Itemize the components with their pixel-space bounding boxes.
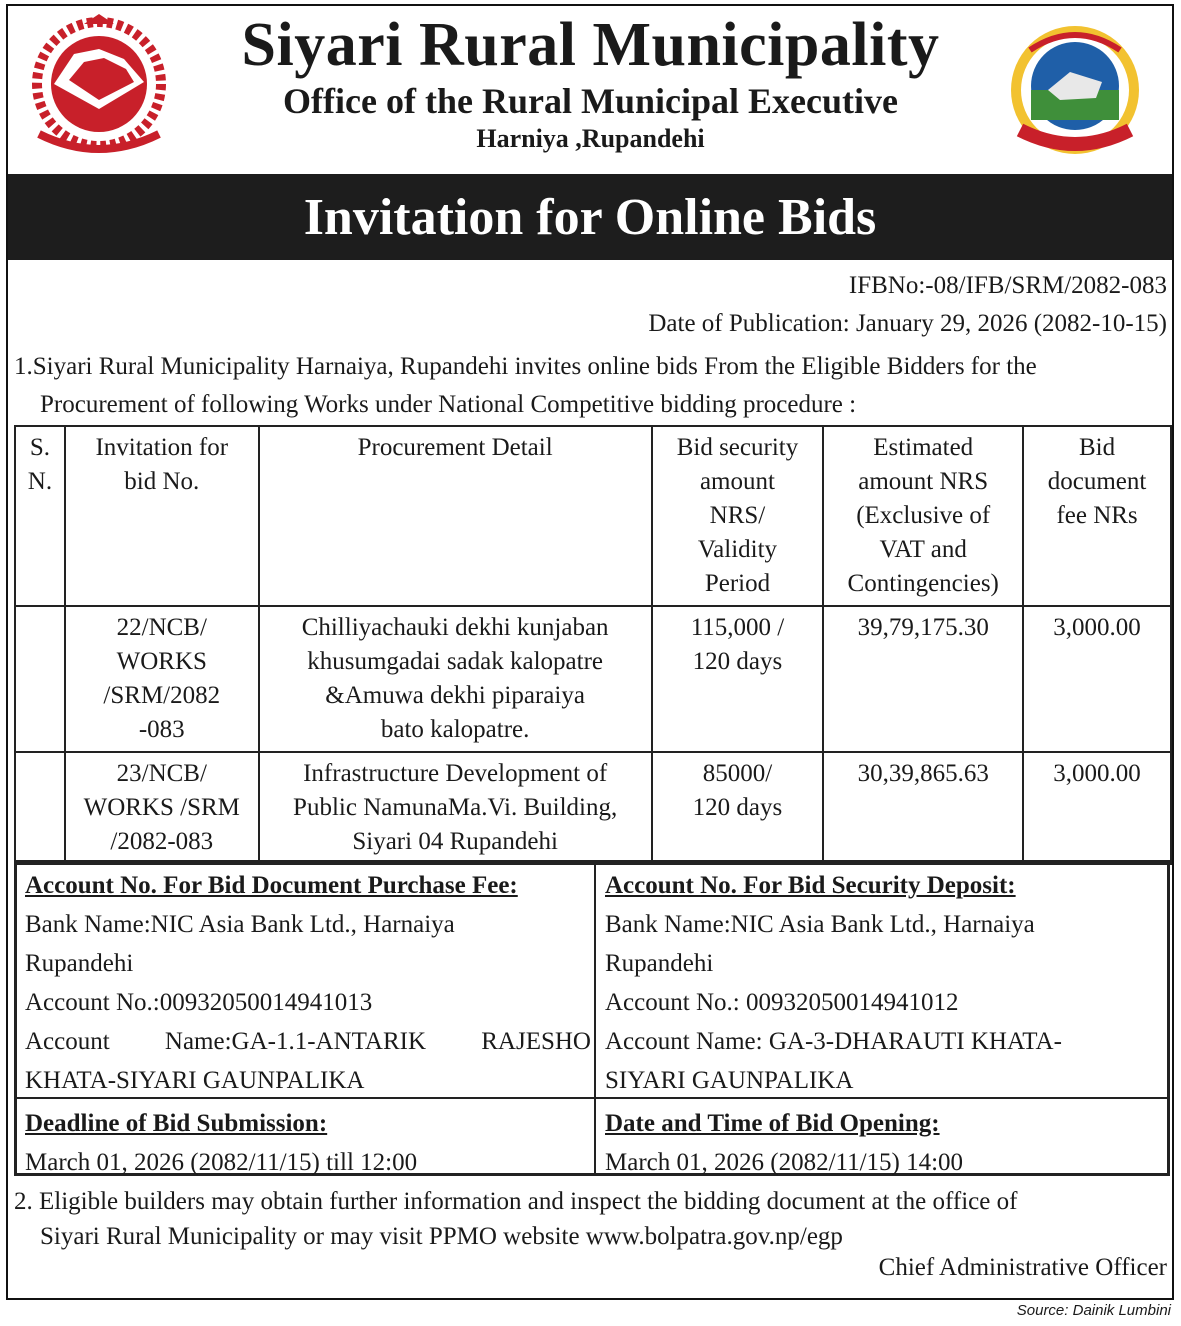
deadline-value: March 01, 2026 (2082/11/15) till 12:00 (25, 1149, 418, 1176)
header-bid-no: Invitation for bid No. (65, 426, 259, 606)
account-name-cont: KHATA-SIYARI GAUNPALIKA (25, 1067, 365, 1094)
account-name: Account Name: GA-3-DHARAUTI KHATA- (605, 1028, 1062, 1055)
column-divider (594, 863, 596, 1173)
submission-deadline (25, 1101, 591, 1182)
purchase-fee-heading: Account No. For Bid Document Purchase Fee: (25, 872, 518, 899)
bid-opening (605, 1101, 1161, 1182)
cell-estimated-amount: 30,39,865.63 (823, 752, 1023, 864)
opening-heading: Date and Time of Bid Opening: (605, 1110, 940, 1137)
source-credit: Source: Dainik Lumbini (1016, 1302, 1171, 1319)
paragraph-line: Procurement of following Works under National Competitive bidding procedure : (40, 391, 857, 418)
table-header-row (15, 426, 1171, 606)
invitation-paragraph (14, 348, 1170, 424)
paragraph-line: 1.Siyari Rural Municipality Harnaiya, Rupandehi invites online bids From the Eligible Bidders for the (14, 353, 1037, 380)
cell-bid-no: 22/NCB/ WORKS /SRM/2082 -083 (65, 606, 259, 752)
bids-table (14, 425, 1172, 865)
header-bid-security: Bid security amount NRS/ Validity Period (652, 426, 824, 606)
ifb-number: IFBNo:-08/IFB/SRM/2082-083 (848, 272, 1167, 299)
cell-sn (15, 606, 65, 752)
cell-bid-security: 85000/ 120 days (652, 752, 824, 864)
account-name: Account Name:GA-1.1-ANTARIK RAJESHO (25, 1028, 591, 1055)
bank-name: Bank Name:NIC Asia Bank Ltd., Harnaiya (25, 911, 455, 938)
cell-procurement-detail: Infrastructure Development of Public NamunaMa.Vi. Building, Siyari 04 Rupandehi (259, 752, 652, 864)
security-deposit-heading: Account No. For Bid Security Deposit: (605, 872, 1016, 899)
bank-location: Rupandehi (605, 950, 714, 977)
cell-document-fee: 3,000.00 (1023, 752, 1171, 864)
invitation-banner: Invitation for Online Bids (8, 174, 1172, 260)
header-estimated-amount: Estimated amount NRS (Exclusive of VAT and Contingencies) (823, 426, 1023, 606)
information-paragraph (14, 1184, 1170, 1254)
header-document-fee: Bid document fee NRs (1023, 426, 1171, 606)
paragraph-line: 2. Eligible builders may obtain further information and inspect the bidding document at the office of (14, 1188, 1018, 1215)
table-row (15, 606, 1171, 752)
cell-procurement-detail: Chilliyachauki dekhi kunjaban khusumgadai sadak kalopatre &Amuwa dekhi piparaiya bato kalopatre. (259, 606, 652, 752)
cell-bid-no: 23/NCB/ WORKS /SRM /2082-083 (65, 752, 259, 864)
cell-bid-security: 115,000 / 120 days (652, 606, 824, 752)
purchase-fee-account (25, 863, 591, 1100)
publication-date: Date of Publication: January 29, 2026 (2082-10-15) (648, 310, 1167, 337)
table-row (15, 752, 1171, 864)
paragraph-line: Siyari Rural Municipality or may visit PPMO website www.bolpatra.gov.np/egp (40, 1223, 843, 1250)
municipality-title: Siyari Rural Municipality (241, 11, 940, 79)
header-procurement-detail: Procurement Detail (259, 426, 652, 606)
cell-sn (15, 752, 65, 864)
office-address: Harniya ,Rupandehi (476, 124, 705, 153)
account-details-box (14, 860, 1170, 1176)
cell-document-fee: 3,000.00 (1023, 606, 1171, 752)
signatory: Chief Administrative Officer (878, 1254, 1167, 1281)
cell-estimated-amount: 39,79,175.30 (823, 606, 1023, 752)
deadline-heading: Deadline of Bid Submission: (25, 1110, 328, 1137)
account-number: Account No.: 00932050014941012 (605, 989, 959, 1016)
security-deposit-account (605, 863, 1161, 1100)
account-name-cont: SIYARI GAUNPALIKA (605, 1067, 854, 1094)
account-number: Account No.:00932050014941013 (25, 989, 373, 1016)
opening-value: March 01, 2026 (2082/11/15) 14:00 (605, 1149, 964, 1176)
header-sn: S. N. (15, 426, 65, 606)
office-subtitle: Office of the Rural Municipal Executive (283, 81, 898, 121)
bank-location: Rupandehi (25, 950, 134, 977)
bank-name: Bank Name:NIC Asia Bank Ltd., Harnaiya (605, 911, 1035, 938)
